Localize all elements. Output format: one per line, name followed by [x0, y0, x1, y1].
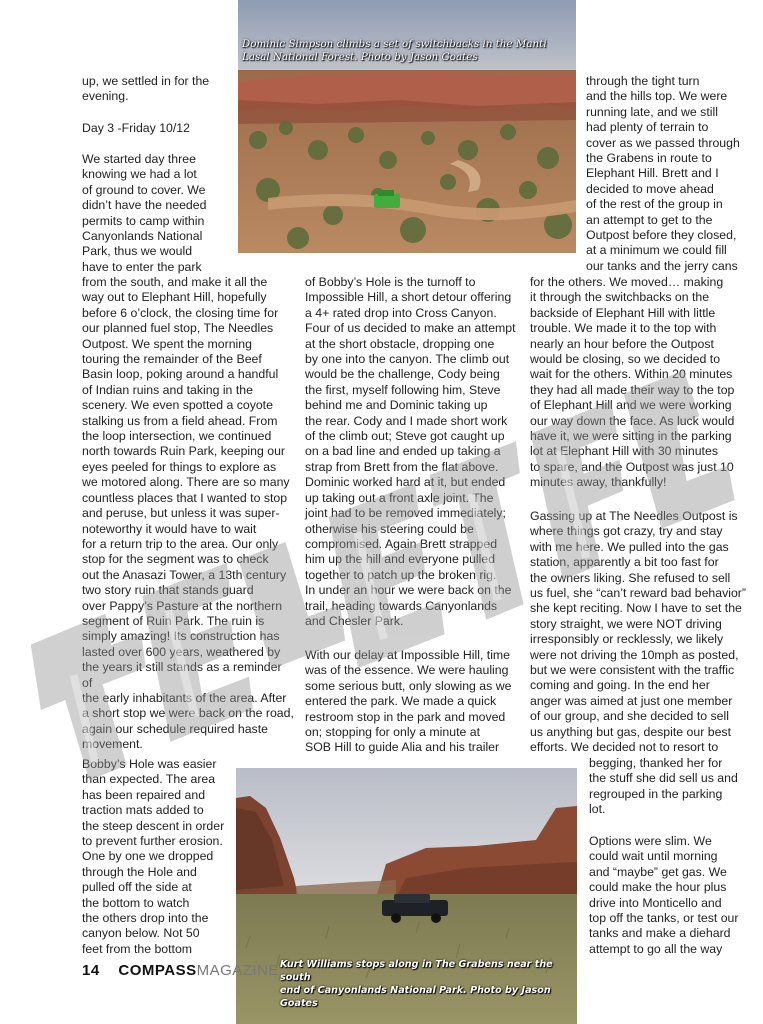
top-caption-line-2: Lasal National Forest. Photo by Jason Goates — [242, 51, 478, 63]
col1-para1-wide: from the south, and make it all the way out to Elephant Hill, hopefully before 6 o’clock, the closing time for our planned fuel stop, The Needles Outpost. We spent the morning touring the remainder of the Beef Basin loop, poking around a handful of Indian ruins and taking in the scenery. We even spotted a coyote stalking us from a field ahead. From the loop intersection, we continued north towards Ruin Park, keeping our eyes peeled for things to explore as we motored along. There are so many countless places that I wanted to stop and peruse, but unless it was super- noteworthy it would have to wait for a return trip to the area. Our only stop for the segment was to check out the Anasazi Tower, a 13th century two story ruin that stands guard over Pappy’s Pasture at the northern segment of Ruin Park. The ruin is simply amazing! Its construction has lasted over 600 years, weathered by the years it still stands as a reminder of the early inhabitants of the area. After a short stop we were back on the road, again our schedule required haste movement. — [82, 275, 294, 752]
bottom-caption-line-2: end of Canyonlands National Park. Photo by Jason Goates — [280, 985, 551, 1009]
col1-intro: up, we settled in for the evening. — [82, 74, 210, 104]
bottom-caption-line-1: Kurt Williams stops along in The Grabens near the south — [280, 959, 553, 983]
col1-para2: Bobby’s Hole was easier than expected. The area has been repaired and traction mats added to the steep descent in order to prevent further erosion. One by one we dropped through the Hole and pulled off the side at the bottom to watch the others drop into the canyon below. Not 50 feet from the bottom — [82, 757, 225, 956]
col3-para2-wide: Gassing up at The Needles Outpost is where things got crazy, try and stay with me here. We pulled into the gas station, apparently a bit too fast for the owners liking. She refused to sell us fuel, she “can’t reward bad behavior” she kept reciting. Now I have to set the story straight, we were NOT driving irresponsibly or recklessly, we likely were not driving the 10mph as posted, but we were consistent with the traffic coming and going. In the end her anger was aimed at just one member of our group, and she decided to sell us anything but gas, despite our best efforts. We decided not to resort to — [530, 509, 746, 755]
col2-para2: With our delay at Impossible Hill, time was of the essence. We were hauling some serious butt, only slowing as we entered the park. We made a quick restroom stop in the park and moved on; stopping for only a minute at SOB Hill to guide Alia and his trailer — [305, 648, 512, 755]
bottom-photo-caption — [280, 958, 576, 1010]
col3-para2-narrow: begging, thanked her for the stuff she did sell us and regrouped in the parking lot. — [589, 756, 738, 817]
col1-day-heading: Day 3 -Friday 10/12 — [82, 121, 190, 135]
col2-para1: of Bobby’s Hole is the turnoff to Impossible Hill, a short detour offering a 4+ rated drop into Cross Canyon. Four of us decided to make an attempt at the short obstacle, dropping one by one into the canyon. The climb out would be the challenge, Cody being the first, myself following him, Steve behind me and Dominic taking up the rear. Cody and I made short work of the climb out; Steve got caught up on a bad line and ended up taking a strap from Brett from the flat above. Dominic worked hard at it, but ended up taking out a front axle joint. The joint had to be removed immediately; otherwise his steering could be compromised. Again Brett strapped him up the hill and everyone pulled together to patch up the broken rig. In under an hour we were back on the trail, heading towards Canyonlands and Chesler Park. — [305, 275, 516, 628]
page-number: 14 — [82, 962, 100, 979]
top-caption-line-1: Dominic Simpson climbs a set of switchbacks in the Manti — [242, 38, 547, 50]
col3-para3: Options were slim. We could wait until morning and “maybe” get gas. We could make the hour plus drive into Monticello and top off the tanks, or test our tanks and make a diehard attempt to go all the way — [589, 834, 739, 956]
bottom-photo — [236, 768, 577, 1024]
col3-para1-wide: for the others. We moved… making it through the switchbacks on the backside of Elephant Hill with little trouble. We made it to the top with nearly an hour before the Outpost would be closing, so we decided to wait for the others. Within 20 minutes they had all made their way to the top of Elephant Hill and we were working our way down the face. As luck would have it, we were sitting in the parking lot at Elephant Hill with 30 minutes to spare, and the Outpost was just 10 minutes away, thankfully! — [530, 275, 735, 490]
page-footer — [82, 962, 279, 979]
top-photo-caption — [242, 38, 572, 64]
green-jeep — [374, 194, 400, 208]
top-photo — [238, 0, 576, 253]
brand-name-bold: COMPASS — [118, 962, 197, 979]
col1-para1-narrow: We started day three knowing we had a lot of ground to cover. We didn’t have the needed permits to camp within Canyonlands National Park, thus we would have to enter the park — [82, 152, 207, 274]
col3-para1-narrow: through the tight turn and the hills top. We were running late, and we still had plenty of terrain to cover as we passed through the Grabens in route to Elephant Hill. Brett and I decided to move ahead of the rest of the group in an attempt to get to the Outpost before they closed, at a minimum we could fill our tanks and the jerry cans — [586, 74, 740, 273]
brand-name-light: MAGAZINE — [196, 962, 279, 979]
